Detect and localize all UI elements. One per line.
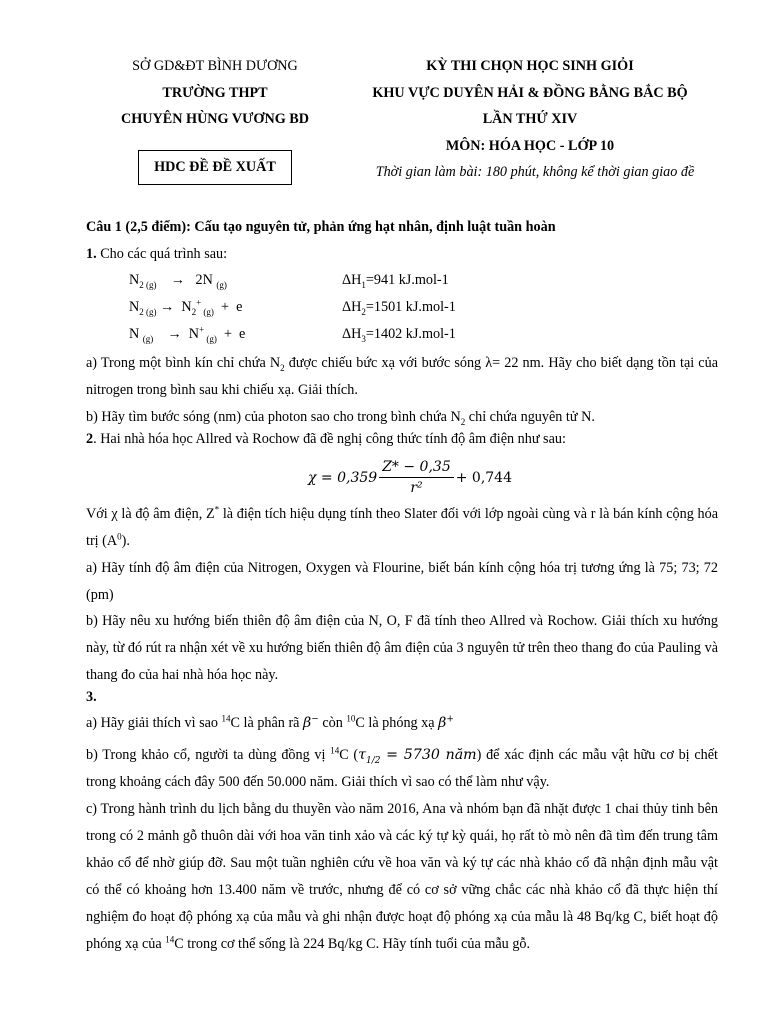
reaction-2-enthalpy: $\Delta H_2=1501$ kJ.mol-1 (342, 299, 456, 317)
part3-question-b: b) Trong khảo cổ, người ta dùng đồng vị $^{14}$C ($\tau_{1/2} = 5730$ năm) để xác định các mẫu vật hữu cơ bị chết trong khoảng cách đây 500 đến 50.000 năm. Giải thích vì sao có thể làm như vậy. (86, 745, 718, 790)
part2-question-a: a) Hãy tính độ âm điện của Nitrogen, Oxygen và Flourine, biết bán kính cộng hóa trị tương ứng là 75; 73; 72 (pm) (86, 560, 718, 603)
part3-number: 3. (86, 689, 97, 705)
exam-duration: Thời gian làm bài: 180 phút, không kể thời gian giao đề (375, 164, 695, 180)
question-title: Câu 1 (2,5 điểm): Cấu tạo nguyên tử, phản ứng hạt nhân, định luật tuần hoàn (86, 219, 556, 235)
school-name-line1: TRƯỜNG THPT (162, 85, 268, 101)
exam-subject: MÔN: HÓA HỌC - LỚP 10 (445, 138, 615, 154)
part1-question-a: a) Trong một bình kín chỉ chứa $N_2$ được chiếu bức xạ với bước sóng λ= 22 nm. Hãy cho biết dạng tồn tại của nitrogen trong bình sau khi chiếu xạ. Giải thích. (86, 355, 718, 398)
part1-intro: 1. Cho các quá trình sau: (86, 246, 228, 262)
reaction-1: $N_{2 (g)}$ → 2N $_{(g)}$ (129, 272, 227, 290)
reaction-3: N $_{(g)}$ → N+ $_{(g)}$ + e (129, 324, 246, 344)
exam-edition: LẦN THỨ XIV (482, 111, 578, 127)
part2-intro: 2. Hai nhà hóa học Allred và Rochow đã đề nghị công thức tính độ âm điện như sau: (86, 431, 566, 447)
part2-description: Với χ là độ âm điện, Z* là điện tích hiệu dụng tính theo Slater đối với lớp ngoài cùng và r là bán kính cộng hóa trị $(A^0)$. (86, 504, 718, 549)
department-name: SỞ GD&ĐT BÌNH DƯƠNG (132, 58, 298, 74)
exam-region: KHU VỰC DUYÊN HẢI & ĐỒNG BẰNG BẮC BỘ (372, 85, 688, 101)
exam-title: KỲ THI CHỌN HỌC SINH GIỎI (426, 58, 634, 74)
part1-question-b: b) Hãy tìm bước sóng (nm) của photon sao cho trong bình chứa $N_2$ chỉ chứa nguyên tử N. (86, 409, 595, 427)
reaction-1-enthalpy: $\Delta H_1=941$ kJ.mol-1 (342, 272, 449, 290)
reaction-3-enthalpy: $\Delta H_3=1402$ kJ.mol-1 (342, 326, 456, 344)
school-name-line2: CHUYÊN HÙNG VƯƠNG BD (121, 111, 309, 127)
allred-rochow-formula: χ = 0,359 $\frac{Z* - 0,35}{\text{r²}}$ + 0,744 (308, 459, 512, 496)
part3-question-a: a) Hãy giải thích vì sao $^{14}$C là phân rã β− còn $^{10}$C là phóng xạ β+ (86, 713, 454, 731)
document-type-box: HDC ĐỀ ĐỀ XUẤT (138, 150, 292, 185)
part3-question-c: c) Trong hành trình du lịch bằng du thuyền vào năm 2016, Ana và nhóm bạn đã nhặt được 1 chai thủy tinh bên trong có 2 mảnh gỗ thuôn dài với hoa văn tinh xảo và các ký tự kỳ quái, họ rất tò mò nên đã tìm đến trung tâm khảo cổ để nhờ giúp đỡ. Sau một tuần nghiên cứu về hoa văn và ký tự các nhà khảo cổ đã nhận định mẫu vật có thể có khoảng hơn 13.400 năm về trước, nhưng để có cơ sở vững chắc các nhà khảo cổ đã thực hiện thí nghiệm đo hoạt độ phóng xạ của mẫu và ghi nhận được hoạt độ phóng xạ của mẫu là 48 Bq/kg C, biết hoạt độ phóng xạ của $^{14}$C trong cơ thể sống là 224 Bq/kg C. Hãy tính tuổi của mẫu gỗ. (86, 801, 718, 952)
reaction-2: $N_{2 (g)} \to N_2^+$ $_{(g)}$ + e (129, 297, 243, 317)
part2-question-b: b) Hãy nêu xu hướng biến thiên độ âm điện của N, O, F đã tính theo Allred và Rochow. Giải thích xu hướng này, từ đó rút ra nhận xét về xu hướng biến thiên độ âm điện của 3 nguyên tử trên theo thang đo của Pauling và thang đo của hai nhà hóa học này. (86, 613, 718, 683)
